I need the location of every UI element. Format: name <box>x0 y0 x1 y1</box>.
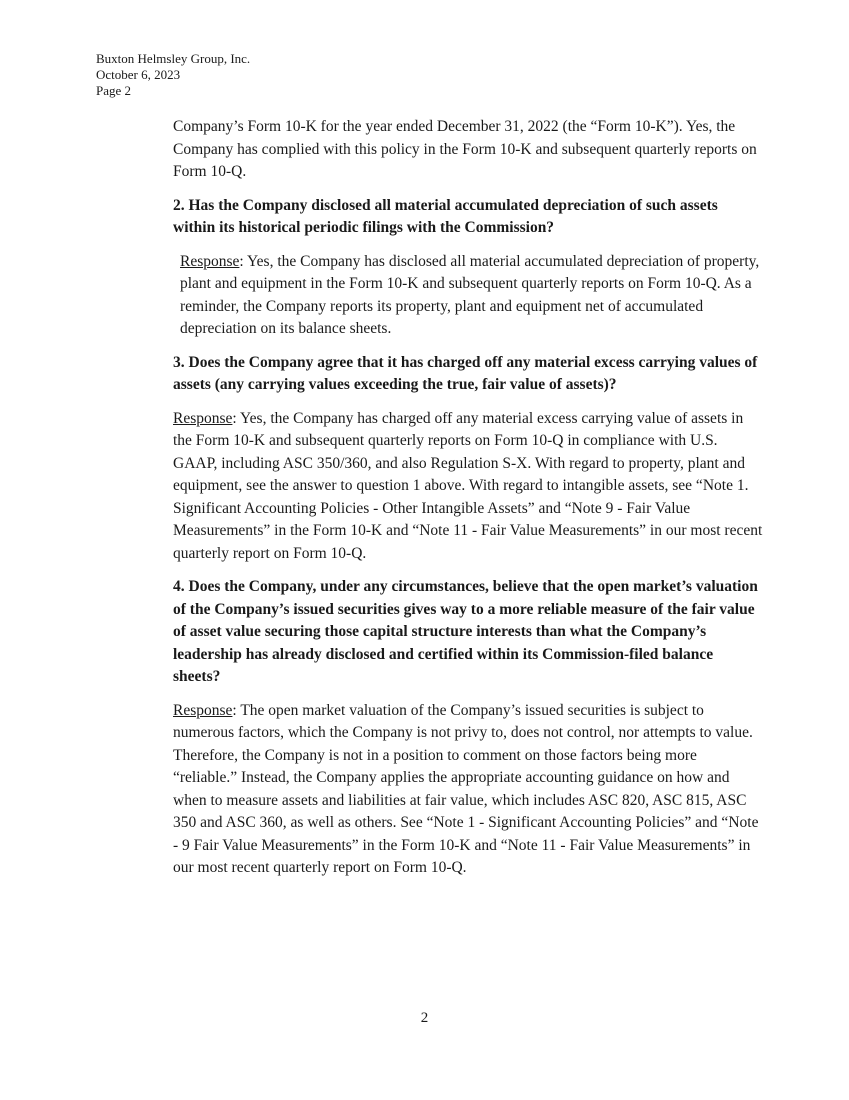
header-date: October 6, 2023 <box>96 67 181 82</box>
question-2: 2. Has the Company disclosed all material accumulated depreciation of such assets within its historical periodic filings with the Commission? <box>173 196 718 236</box>
page-number: 2 <box>420 1010 429 1026</box>
letter-header <box>96 51 250 99</box>
response-3 <box>173 408 763 566</box>
response-4 <box>173 700 763 880</box>
intro-paragraph: Company’s Form 10-K for the year ended December 31, 2022 (the “Form 10-K”). Yes, the Company has complied with this policy in the Form 10-K and subsequent quarterly reports on Form 10-Q. <box>173 118 757 180</box>
response-label: Response <box>173 701 233 719</box>
response-label: Response <box>180 252 240 270</box>
response-text: : Yes, the Company has disclosed all material accumulated depreciation of property, plant and equipment in the Form 10-K and subsequent quarterly reports on Form 10-Q. As a reminder, the Company reports its property, plant and equipment net of accumulated depreciation on its balance sheets. <box>180 252 760 337</box>
question-4: 4. Does the Company, under any circumstances, believe that the open market’s valuation of the Company’s issued securities gives way to a more reliable measure of the fair value of asset value securing those capital structure interests than what the Company’s leadership has already disclosed and certified within its Commission-filed balance sheets? <box>173 578 758 685</box>
response-label: Response <box>173 409 233 427</box>
letter-body <box>173 116 763 891</box>
response-text: : Yes, the Company has charged off any material excess carrying value of assets in the Form 10-K and subsequent quarterly reports on Form 10-Q in compliance with U.S. GAAP, including ASC 350/360, and also Regulation S-X. With regard to property, plant and equipment, see the answer to question 1 above. With regard to intangible assets, see “Note 1. Significant Accounting Policies - Other Intangible Assets” and “Note 9 - Fair Value Measurements” in the Form 10-K and “Note 11 - Fair Value Measurements” in our most recent quarterly report on Form 10-Q. <box>173 409 763 562</box>
header-page-label: Page 2 <box>96 83 132 98</box>
question-3: 3. Does the Company agree that it has charged off any material excess carrying values of assets (any carrying values exceeding the true, fair value of assets)? <box>173 353 758 393</box>
header-company: Buxton Helmsley Group, Inc. <box>96 51 251 66</box>
response-text: : The open market valuation of the Company’s issued securities is subject to numerous factors, which the Company is not privy to, does not control, nor attempts to value. Therefore, the Company is not in a position to comment on those factors being more “reliable.” Instead, the Company applies the appropriate accounting guidance on how and when to measure assets and liabilities at fair value, which includes ASC 820, ASC 815, ASC 350 and ASC 360, as well as others. See “Note 1 - Significant Accounting Policies” and “Note - 9 Fair Value Measurements” in the Form 10-K and “Note 11 - Fair Value Measurements” in our most recent quarterly report on Form 10-Q. <box>173 701 759 876</box>
response-2 <box>173 251 763 341</box>
